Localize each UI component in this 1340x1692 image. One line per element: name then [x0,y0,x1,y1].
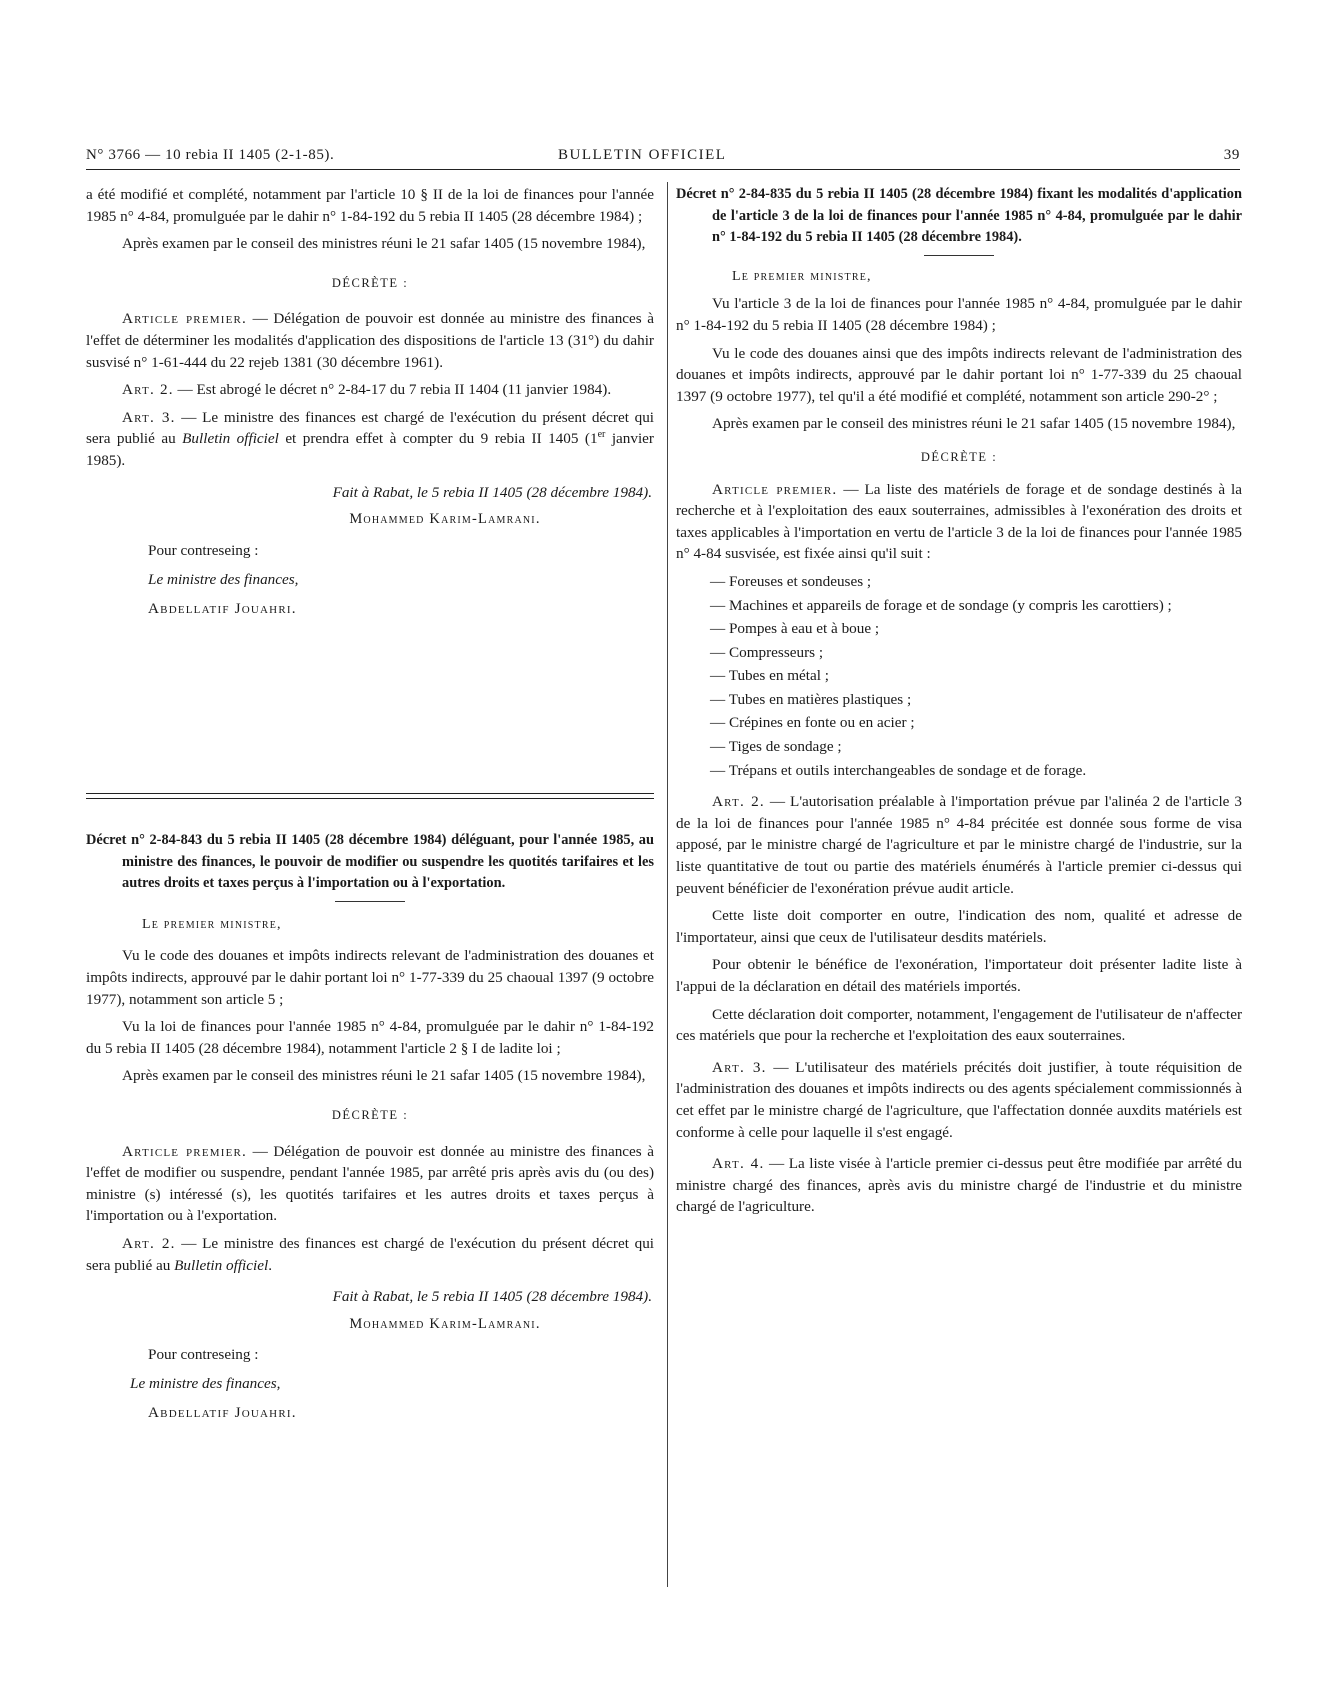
article-4 [676,1153,1242,1218]
vu-code-douanes: Vu le code des douanes et impôts indirects relevant de l'administration des douanes et impôts indirects, approuvé par le dahir portant loi n° 1-77-339 du 25 chaoual 1397 (9 octobre 1977), notamment son article 5 ; [86,947,654,1008]
minister-title: Le ministre des finances, [148,570,299,588]
article-label: Art. 2. [122,1234,176,1252]
decree-title [676,184,1242,249]
right-column-decree [676,184,1242,1224]
signatory-name: Mohammed Karim-Lamrani. [349,1315,541,1332]
list-item [676,712,1242,734]
article-text: — Est abrogé le décret n° 2-84-17 du 7 rebia II 1404 (11 janvier 1984). [173,381,612,399]
article-label: Art. 4. [712,1155,765,1173]
superscript: er [597,429,606,441]
article-label: Article premier. [122,310,248,328]
article-label: Art. 3. [122,408,176,426]
left-column-decree [86,830,654,1430]
article-2 [676,791,1242,899]
list-item [676,642,1242,664]
fait-a-rabat: Fait à Rabat, le 5 rebia II 1405 (28 décembre 1984). [332,1288,652,1306]
article-text: — Délégation de pouvoir est donnée au ministre des finances à l'effet de déterminer les modalités d'application des dispositions de l'article 13 (31°) du dahir susvisé n° 1-61-444 du 22 rejeb 1381 (30 décembre 1961). [86,310,654,371]
list-item-text: — Foreuses et sondeuses ; [710,573,871,590]
issue-reference: N° 3766 — 10 rebia II 1405 (2-1-85). [86,147,335,163]
page-number: 39 [1223,147,1240,163]
vu-code-douanes: Vu le code des douanes ainsi que des impôts indirects relevant de l'administration des douanes et impôts indirects, approuvé par le dahir portant loi n° 1-77-339 du 25 chaoual 1397 (9 octobre 1977), tel qu'il a été modifié et complété, notamment son article 290-2° ; [676,344,1242,405]
article-label: Article premier. [122,1142,248,1160]
title-rule [924,255,994,256]
article-label: Art. 2. [712,793,765,811]
article-2-paragraph: Cette liste doit comporter en outre, l'indication des nom, qualité et adresse de l'importateur, ainsi que ceux de l'utilisateur desdits matériels. [676,907,1242,946]
contreseing-label: Pour contreseing : [148,541,259,559]
apres-examen: Après examen par le conseil des ministres réuni le 21 safar 1405 (15 novembre 1984), [712,415,1236,433]
article-text: — La liste des matériels de forage et de sondage destinés à la recherche et à l'exploitation des eaux souterraines, admissibles à l'exonération des droits et taxes applicables à l'importation en vertu de l'article 3 de la loi de finances pour l'année 1985 n° 4-84 susvisée, est fixée ainsi qu'il suit : [676,480,1242,563]
list-item-text: — Trépans et outils interchangeables de sondage et de forage. [710,762,1086,779]
article-text: — L'autorisation préalable à l'importation prévue par l'alinéa 2 de l'article 3 de la loi de finances pour l'année 1985 n° 4-84 précitée est donnée sous forme de visa apposé, par le ministre chargé de l'agriculture et par le ministre chargé de l'industrie, sur la liste quantitative de tout ou partie des matériels énumérés à l'article premier ci-dessus qui peuvent bénéficier de l'exonération prévue audit article. [676,793,1242,897]
header-rule [86,169,1240,170]
publication-title: BULLETIN OFFICIEL [558,147,727,163]
signatory-name: Mohammed Karim-Lamrani. [349,511,541,528]
fait-a-rabat: Fait à Rabat, le 5 rebia II 1405 (28 décembre 1984). [332,483,652,501]
article-text: . [268,1256,272,1274]
list-item-text: — Compresseurs ; [710,644,823,661]
premier-ministre: Le premier ministre, [732,268,872,284]
article-label: Art. 2. [122,381,174,399]
intro-paragraph: a été modifié et complété, notamment par l'article 10 § II de la loi de finances pour l'année 1985 n° 4-84, promulguée par le dahir n° 1-84-192 du 5 rebia II 1405 (28 décembre 1984) ; [86,186,654,225]
article-text: janvier 1985). [86,430,654,469]
list-item-text: — Tiges de sondage ; [710,738,842,755]
section-separator [86,793,654,803]
minister-name: Abdellatif Jouahri. [148,1404,297,1422]
list-item [676,665,1242,687]
list-item [676,760,1242,782]
list-item [676,595,1242,617]
article-premier [676,479,1242,565]
article-text: — L'utilisateur des matériels précités doit justifier, à toute réquisition de l'administration des douanes et impôts indirects ou des agents spécialement commissionnés à cet effet par le ministre chargé de l'agriculture, que l'affectation donnée auxdits matériels est conforme à celle pour laquelle il s'est engagé. [676,1058,1243,1141]
list-item-text: — Pompes à eau et à boue ; [710,620,879,637]
vu-article-3: Vu l'article 3 de la loi de finances pour l'année 1985 n° 4-84, promulguée par le dahir n° 1-84-192 du 5 rebia II 1405 (28 décembre 1984) ; [676,295,1242,334]
article-text: — La liste visée à l'article premier ci-dessus peut être modifiée par arrêté du ministre chargé des finances, après avis du ministre chargé de l'industrie et du ministre chargé de l'agriculture. [676,1155,1242,1216]
list-item-text: — Tubes en métal ; [710,667,829,684]
decrete-heading: DÉCRÈTE : [920,449,998,464]
left-column-top [86,184,654,626]
article-text: — Délégation de pouvoir est donnée au ministre des finances à l'effet de modifier ou suspendre, pendant l'année 1985, par arrêté pris après avis du (ou des) ministre (s) intéressé (s), les quotités tarifaires et les autres droits et taxes perçus à l'importation ou à l'exportation. [86,1142,654,1225]
article-premier [86,308,654,373]
decree-title-text: Décret n° 2-84-843 du 5 rebia II 1405 (28 décembre 1984) déléguant, pour l'année 1985, au ministre des finances, le pouvoir de modifier ou suspendre les quotités tarifaires et les autres droits et taxes perçus à l'importation ou à l'exportation. [86,832,654,892]
article-3 [86,407,654,472]
article-2-paragraph: Cette déclaration doit comporter, notamment, l'engagement de l'utilisateur de n'affecter ces matériels que pour la recherche et l'exploitation des eaux souterraines. [676,1005,1242,1045]
apres-examen: Après examen par le conseil des ministres réuni le 21 safar 1405 (15 novembre 1984), [122,235,646,253]
minister-title: Le ministre des finances, [130,1375,281,1393]
contreseing-label: Pour contreseing : [148,1346,259,1364]
apres-examen: Après examen par le conseil des ministres réuni le 21 safar 1405 (15 novembre 1984), [122,1067,646,1085]
list-item-text: — Machines et appareils de forage et de sondage (y compris les carottiers) ; [710,597,1172,614]
list-item-text: — Tubes en matières plastiques ; [710,691,911,708]
article-text: et prendra effet à compter du 9 rebia II 1405 (1 [278,430,598,448]
decrete-heading: DÉCRÈTE : [331,275,409,290]
list-item [676,618,1242,640]
bulletin-reference: Bulletin officiel [182,430,279,448]
decrete-heading: DÉCRÈTE : [331,1107,409,1122]
list-item-text: — Crépines en fonte ou en acier ; [710,714,915,731]
article-text: — Le ministre des finances est chargé de l'exécution du présent décret qui sera publié au [86,408,655,448]
bulletin-reference: Bulletin officiel [174,1256,269,1274]
minister-name: Abdellatif Jouahri. [148,599,297,617]
article-2-paragraph: Pour obtenir le bénéfice de l'exonération, l'importateur doit présenter ladite liste à l'appui de la déclaration en détail des matériels importés. [676,956,1242,995]
article-premier [86,1141,654,1227]
list-item [676,736,1242,758]
article-label: Article premier. [712,480,838,498]
article-label: Art. 3. [712,1058,767,1076]
materials-list [676,571,1242,781]
premier-ministre: Le premier ministre, [142,916,282,932]
vu-loi-finances: Vu la loi de finances pour l'année 1985 n° 4-84, promulguée par le dahir n° 1-84-192 du 5 rebia II 1405 (28 décembre 1984), notamment l'article 2 § I de ladite loi ; [86,1018,654,1057]
decree-title [86,830,654,895]
decree-title-text: Décret n° 2-84-835 du 5 rebia II 1405 (28 décembre 1984) fixant les modalités d'application de l'article 3 de la loi de finances pour l'année 1985 n° 4-84, promulguée par le dahir n° 1-84-192 du 5 rebia II 1405 (28 décembre 1984). [676,186,1242,246]
article-text: — Le ministre des finances est chargé de l'exécution du présent décret qui sera publié au [86,1234,655,1274]
article-2 [86,379,654,401]
article-2 [86,1233,654,1276]
title-rule [335,901,405,902]
column-divider [667,182,668,1587]
list-item [676,571,1242,593]
article-3 [676,1057,1242,1143]
list-item [676,689,1242,711]
